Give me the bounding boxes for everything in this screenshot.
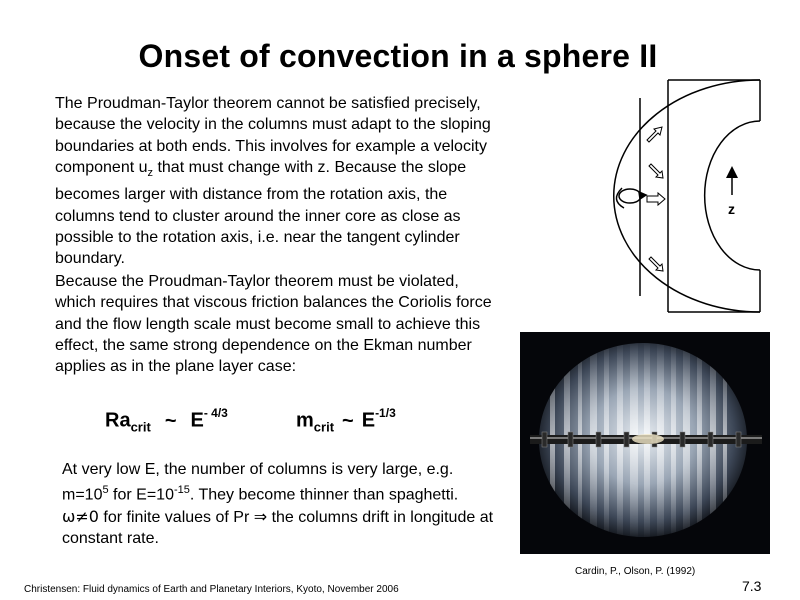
formula-ra-sup: - 4/3 bbox=[203, 406, 228, 420]
para3-omega: ω≠0 bbox=[62, 506, 99, 526]
formula-m-tilde: ~ bbox=[342, 409, 354, 432]
rotation-curl-icon bbox=[616, 188, 646, 208]
outer-sphere-outline bbox=[614, 80, 760, 312]
formula-m-rhs: E bbox=[361, 409, 376, 432]
flow-arrow-icon bbox=[647, 127, 665, 271]
inner-core-outline bbox=[705, 121, 760, 270]
para3-for-text: for E=10 bbox=[108, 486, 174, 504]
paragraph-proudman-taylor bbox=[55, 93, 505, 270]
para3-line1: At very low E, the number of columns is very large, e.g. bbox=[62, 461, 454, 478]
formula-ra-lhs: Ra bbox=[105, 409, 131, 432]
slide-number: 7.3 bbox=[742, 578, 762, 594]
para1-text-a: The Proudman-Taylor theorem cannot be satisfied precisely, because the velocity in the columns must adapt to the sloping boundaries at both ends. This involves for example a velocity component u bbox=[55, 95, 491, 176]
para3-m-text: m=10 bbox=[62, 486, 103, 504]
para1-subscript: z bbox=[147, 167, 154, 180]
implies-arrow-icon: ⇒ bbox=[253, 506, 268, 526]
formula-ra-rhs: E bbox=[190, 409, 204, 432]
photo-caption: Cardin, P., Olson, P. (1992) bbox=[575, 566, 696, 577]
para3-e-exponent: -15 bbox=[173, 484, 190, 497]
formula-m-lhs: m bbox=[296, 409, 314, 432]
paragraph-low-ekman bbox=[62, 459, 512, 550]
paragraph-ekman-dependence: Because the Proudman-Taylor theorem must be violated, which requires that viscous friction balances the Coriolis force and the flow length scale must become small to achieve this effect, the same strong dependence on the Ekman number applies as in the plane layer case: bbox=[55, 273, 492, 376]
z-axis-label: z bbox=[728, 201, 735, 217]
para1-text-b: that must change with z. Because the slope becomes larger with distance from the rotation axis, the columns tend to cluster around the inner core as close as possible to the rotation axis, i.e. near the tangent cylinder boundary. bbox=[55, 158, 467, 268]
para3-omega-text: for finite values of Pr bbox=[98, 508, 254, 526]
slide-footer: Christensen: Fluid dynamics of Earth and Planetary Interiors, Kyoto, November 2006 bbox=[24, 584, 399, 595]
sphere-columns-diagram bbox=[600, 78, 765, 318]
para3-after-text: . They become thinner than spaghetti. bbox=[189, 486, 459, 504]
formula-ra-tilde: ~ bbox=[164, 409, 177, 432]
para3-drift-text: the columns drift in longitude at constant rate. bbox=[62, 508, 494, 548]
convection-experiment-photo bbox=[520, 332, 770, 554]
formula-m-sub: crit bbox=[313, 419, 335, 435]
formula-ra-sub: crit bbox=[130, 419, 151, 435]
formula-m-critical bbox=[296, 408, 396, 435]
para3-m-exponent: 5 bbox=[102, 484, 109, 497]
slide-title: Onset of convection in a sphere II bbox=[138, 38, 658, 74]
formula-m-sup: -1/3 bbox=[375, 406, 396, 420]
formula-rayleigh-critical bbox=[105, 408, 228, 435]
